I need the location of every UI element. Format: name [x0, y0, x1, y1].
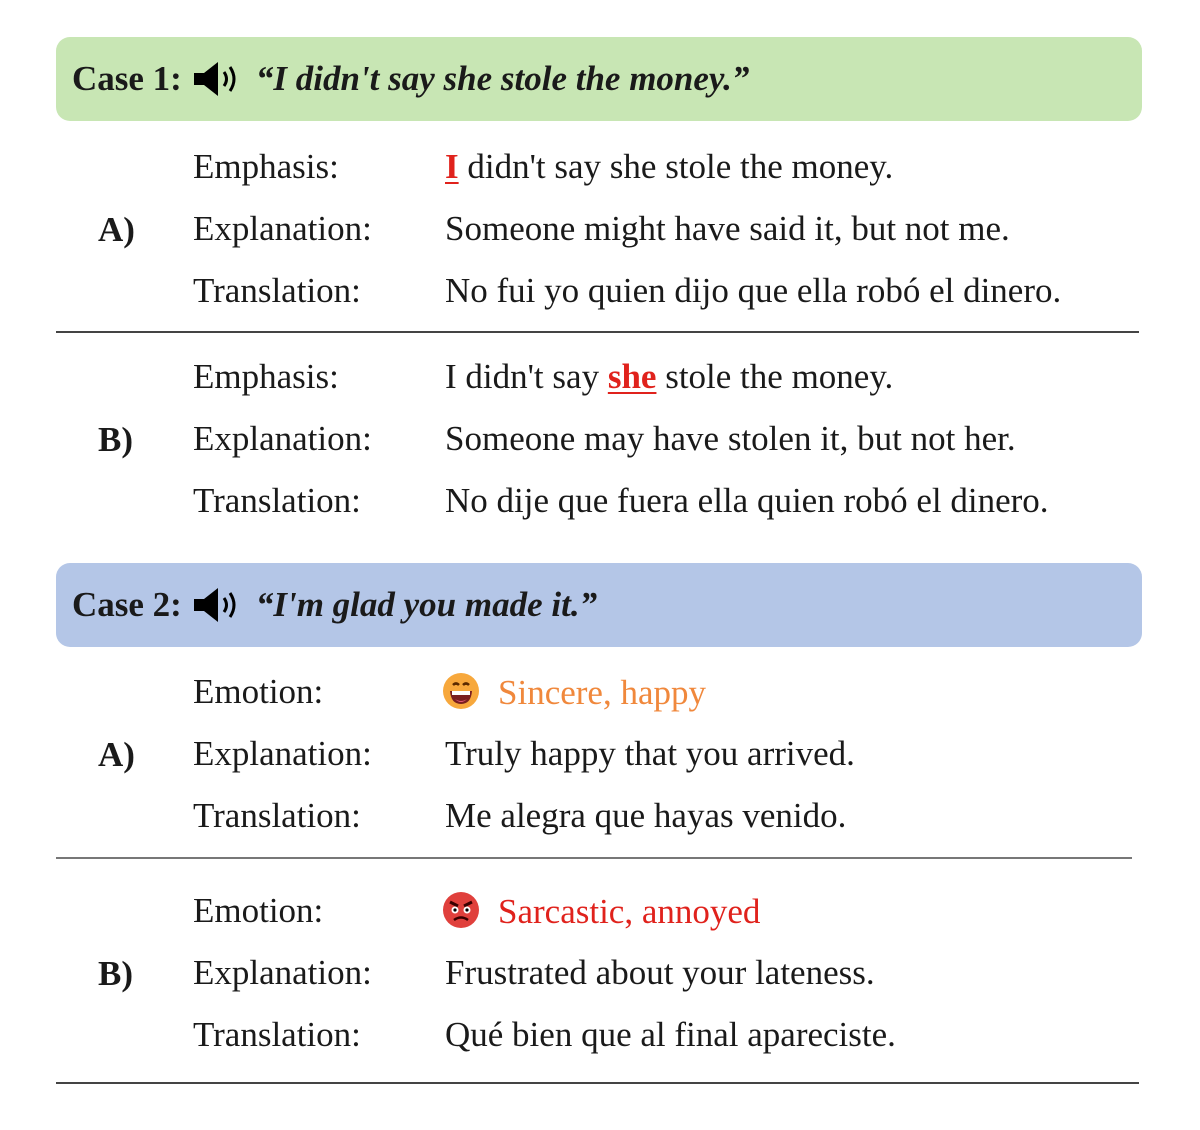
- case1-b-emphasis-value: I didn't say she stole the money.: [445, 357, 894, 396]
- bottom-rule: [56, 1082, 1139, 1084]
- emphasized-word: I: [445, 147, 459, 186]
- case2-b-emotion-value: Sarcastic, annoyed: [442, 891, 760, 932]
- grinning-face-icon: [442, 672, 480, 710]
- case2-a-emotion-value: Sincere, happy: [442, 672, 706, 713]
- case1-b-emphasis-label: Emphasis:: [193, 357, 339, 396]
- case2-b-translation-value: Qué bien que al final apareciste.: [445, 1015, 896, 1054]
- case2-a-translation-value: Me alegra que hayas venido.: [445, 796, 847, 835]
- case2-b-explanation-label: Explanation:: [193, 953, 372, 992]
- case1-a-translation-value: No fui yo quien dijo que ella robó el dinero.: [445, 271, 1062, 310]
- case2-a-explanation-value: Truly happy that you arrived.: [445, 734, 855, 773]
- case2-b-translation-label: Translation:: [193, 1015, 361, 1054]
- angry-face-icon: [442, 891, 480, 929]
- case1-option-a-letter: A): [98, 210, 135, 249]
- case1-a-explanation-value: Someone might have said it, but not me.: [445, 209, 1010, 248]
- case2-b-explanation-value: Frustrated about your lateness.: [445, 953, 875, 992]
- case2-a-explanation-label: Explanation:: [193, 734, 372, 773]
- case1-a-explanation-label: Explanation:: [193, 209, 372, 248]
- case2-label: Case 2:: [72, 585, 182, 624]
- case1-b-translation-value: No dije que fuera ella quien robó el dinero.: [445, 481, 1049, 520]
- case1-a-translation-label: Translation:: [193, 271, 361, 310]
- case2-header: [56, 563, 1142, 647]
- case1-b-translation-label: Translation:: [193, 481, 361, 520]
- case2-option-b-letter: B): [98, 954, 133, 993]
- case2-a-emotion-label: Emotion:: [193, 672, 324, 711]
- divider: [56, 331, 1139, 333]
- case1-b-explanation-value: Someone may have stolen it, but not her.: [445, 419, 1016, 458]
- case1-a-emphasis-value: I didn't say she stole the money.: [445, 147, 894, 186]
- speaker-icon[interactable]: [192, 585, 244, 625]
- case2-option-a-letter: A): [98, 735, 135, 774]
- case1-option-b-letter: B): [98, 420, 133, 459]
- case1-header: [56, 37, 1142, 121]
- case2-b-emotion-label: Emotion:: [193, 891, 324, 930]
- emphasized-word: she: [607, 357, 657, 396]
- case1-b-explanation-label: Explanation:: [193, 419, 372, 458]
- case1-quote: “I didn't say she stole the money.”: [255, 59, 750, 98]
- speaker-icon[interactable]: [192, 59, 244, 99]
- case2-a-translation-label: Translation:: [193, 796, 361, 835]
- case2-quote: “I'm glad you made it.”: [255, 585, 598, 624]
- case1-a-emphasis-label: Emphasis:: [193, 147, 339, 186]
- case1-label: Case 1:: [72, 59, 182, 98]
- divider: [56, 857, 1132, 859]
